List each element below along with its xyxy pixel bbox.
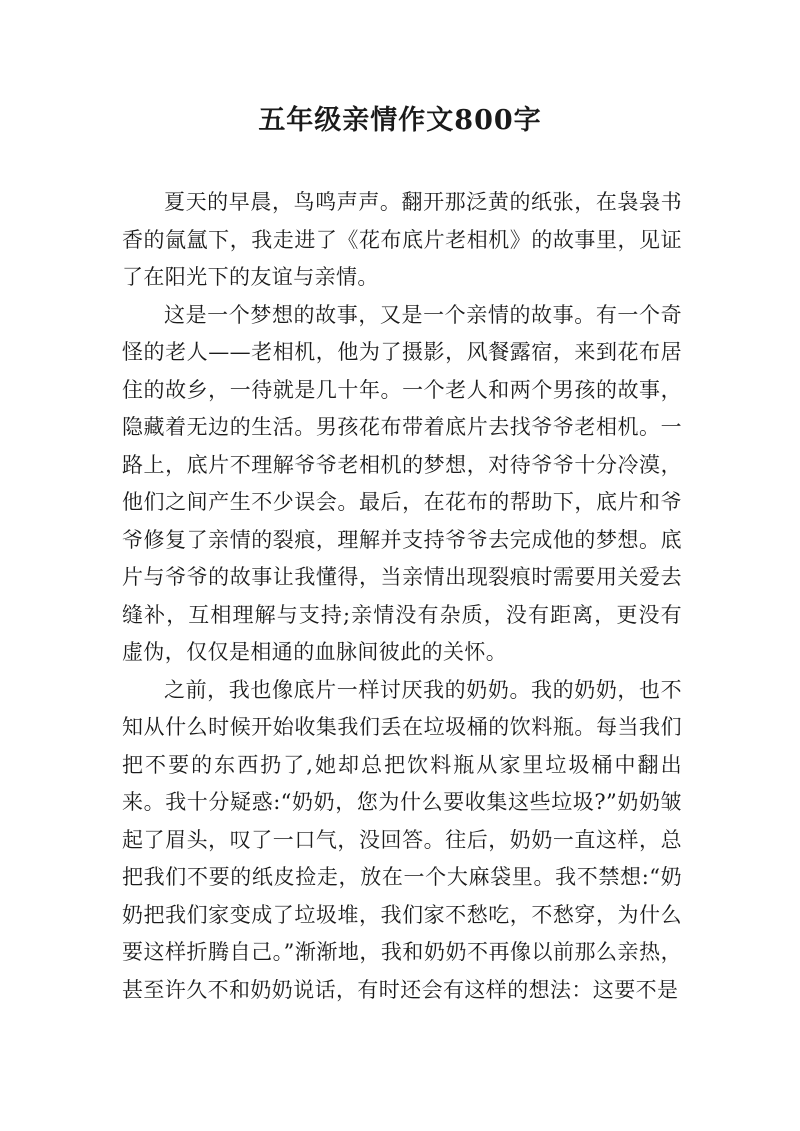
paragraph-3: 之前，我也像底片一样讨厌我的奶奶。我的奶奶，也不知从什么时候开始收集我们丢在垃圾桶的饮料瓶。每当我们把不要的东西扔了,她却总把饮料瓶从家里垃圾桶中翻出来。我十分疑惑:“奶奶，您为什么要收集这些垃圾?”奶奶皱起了眉头，叹了一口气，没回答。往后，奶奶一直这样，总把我们不要的纸皮捡走，放在一个大麻袋里。我不禁想:“奶奶把我们家变成了垃圾堆，我们家不愁吃，不愁穿，为什么要这样折腾自己。”渐渐地，我和奶奶不再像以前那么亲热，甚至许久不和奶奶说话，有时还会有这样的想法：这要不是 xyxy=(122,677,682,1002)
paragraph-1: 夏天的早晨，鸟鸣声声。翻开那泛黄的纸张，在袅袅书香的氤氲下，我走进了《花布底片老相机》的故事里，见证了在阳光下的友谊与亲情。 xyxy=(122,190,682,289)
paragraph-2: 这是一个梦想的故事，又是一个亲情的故事。有一个奇怪的老人——老相机，他为了摄影，风餐露宿，来到花布居住的故乡，一待就是几十年。一个老人和两个男孩的故事，隐藏着无边的生活。男孩花布带着底片去找爷爷老相机。一路上，底片不理解爷爷老相机的梦想，对待爷爷十分冷漠，他们之间产生不少误会。最后，在花布的帮助下，底片和爷爷修复了亲情的裂痕，理解并支持爷爷去完成他的梦想。底片与爷爷的故事让我懂得，当亲情出现裂痕时需要用关爱去缝补，互相理解与支持;亲情没有杂质，没有距离，更没有虚伪，仅仅是相通的血脉间彼此的关怀。 xyxy=(122,302,682,664)
document-title: 五年级亲情作文800字 xyxy=(258,105,542,136)
document-body xyxy=(122,184,682,1009)
